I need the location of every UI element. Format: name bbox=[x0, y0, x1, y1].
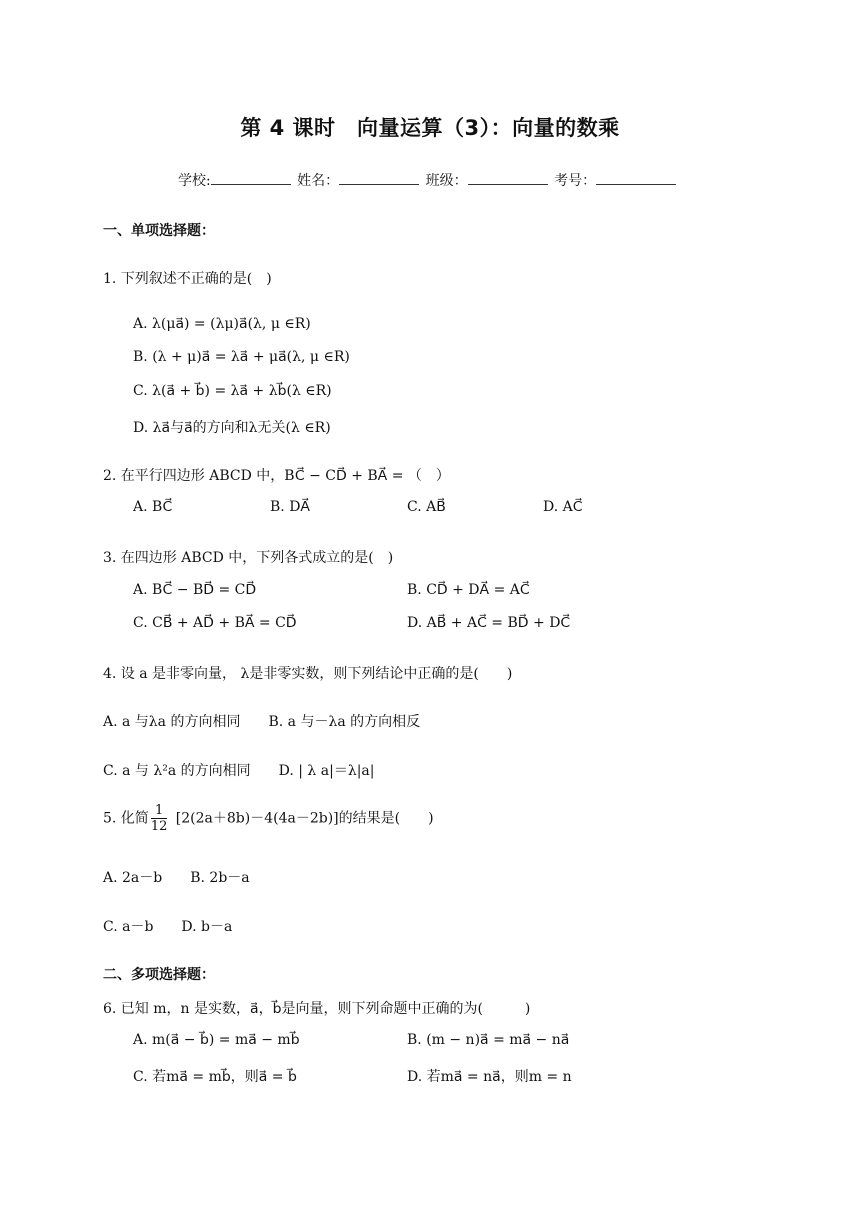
question-3-option-c[interactable]: C. CB⃗ + AD⃗ + BA⃗ = CD⃗ bbox=[133, 615, 297, 631]
exam-number-blank[interactable] bbox=[596, 171, 676, 185]
question-1-option-c[interactable]: C. λ(a⃗ + b⃗) = λa⃗ + λb⃗(λ ∈R) bbox=[133, 383, 332, 399]
question-6-option-b[interactable]: B. (m − n)a⃗ = ma⃗ − na⃗ bbox=[407, 1032, 570, 1048]
question-2-option-c[interactable]: C. AB⃗ bbox=[407, 499, 446, 515]
question-4-options-cd[interactable]: C. a 与 λ²a 的方向相同 D. | λ a|＝λ|a| bbox=[103, 763, 375, 779]
question-6-option-a[interactable]: A. m(a⃗ − b⃗) = ma⃗ − mb⃗ bbox=[133, 1032, 300, 1048]
fraction-denominator: 12 bbox=[150, 819, 168, 834]
fraction-numerator: 1 bbox=[151, 803, 168, 819]
school-label: 学校: bbox=[178, 173, 211, 189]
question-3-stem: 3. 在四边形 ABCD 中，下列各式成立的是( ) bbox=[103, 550, 394, 566]
question-4-stem: 4. 设 a 是非零向量， λ是非零实数，则下列结论中正确的是( ) bbox=[103, 666, 513, 682]
question-2-stem: 2. 在平行四边形 ABCD 中，BC⃗ − CD⃗ + BA⃗ = （ ） bbox=[103, 468, 450, 484]
question-5-options-cd[interactable]: C. a－b D. b－a bbox=[103, 919, 233, 935]
section-heading-multiple-choice: 二、多项选择题： bbox=[103, 967, 215, 983]
question-6-stem: 6. 已知 m，n 是实数，a⃗，b⃗是向量，则下列命题中正确的为( ) bbox=[103, 1001, 531, 1017]
school-blank[interactable] bbox=[211, 171, 291, 185]
question-1-stem: 1. 下列叙述不正确的是( ) bbox=[103, 271, 272, 287]
question-3-option-d[interactable]: D. AB⃗ + AC⃗ = BD⃗ + DC⃗ bbox=[407, 615, 571, 631]
class-blank[interactable] bbox=[468, 171, 548, 185]
student-info-line bbox=[178, 170, 678, 190]
question-4-options-ab[interactable]: A. a 与λa 的方向相同 B. a 与－λa 的方向相反 bbox=[103, 714, 421, 730]
page-title: 第 4 课时 向量运算（3）：向量的数乘 bbox=[240, 116, 620, 140]
question-5-stem bbox=[103, 803, 434, 834]
question-2-option-a[interactable]: A. BC⃗ bbox=[133, 499, 173, 515]
question-6-option-c[interactable]: C. 若ma⃗ = mb⃗，则a⃗ = b⃗ bbox=[133, 1069, 297, 1085]
question-2-option-d[interactable]: D. AC⃗ bbox=[543, 499, 583, 515]
question-6-option-d[interactable]: D. 若ma⃗ = na⃗，则m = n bbox=[407, 1069, 572, 1085]
question-5-stem-suffix: [2(2a＋8b)－4(4a－2b)]的结果是( ) bbox=[171, 810, 434, 827]
question-3-option-b[interactable]: B. CD⃗ + DA⃗ = AC⃗ bbox=[407, 582, 530, 598]
question-5-options-ab[interactable]: A. 2a－b B. 2b－a bbox=[103, 870, 250, 886]
question-1-option-a[interactable]: A. λ(μa⃗) = (λμ)a⃗(λ, μ ∈R) bbox=[133, 316, 311, 332]
question-5-fraction bbox=[151, 803, 168, 834]
question-2-option-b[interactable]: B. DA⃗ bbox=[270, 499, 310, 515]
class-label: 班级： bbox=[425, 173, 468, 189]
section-heading-single-choice: 一、单项选择题： bbox=[103, 223, 215, 239]
question-1-option-b[interactable]: B. (λ + μ)a⃗ = λa⃗ + μa⃗(λ, μ ∈R) bbox=[133, 349, 350, 365]
name-blank[interactable] bbox=[339, 171, 419, 185]
question-5-stem-prefix: 5. 化简 bbox=[103, 810, 149, 827]
question-1-option-d[interactable]: D. λa⃗与a⃗的方向和λ无关(λ ∈R) bbox=[133, 420, 331, 436]
question-3-option-a[interactable]: A. BC⃗ − BD⃗ = CD⃗ bbox=[133, 582, 257, 598]
exam-number-label: 考号： bbox=[554, 173, 597, 189]
name-label: 姓名： bbox=[297, 173, 340, 189]
